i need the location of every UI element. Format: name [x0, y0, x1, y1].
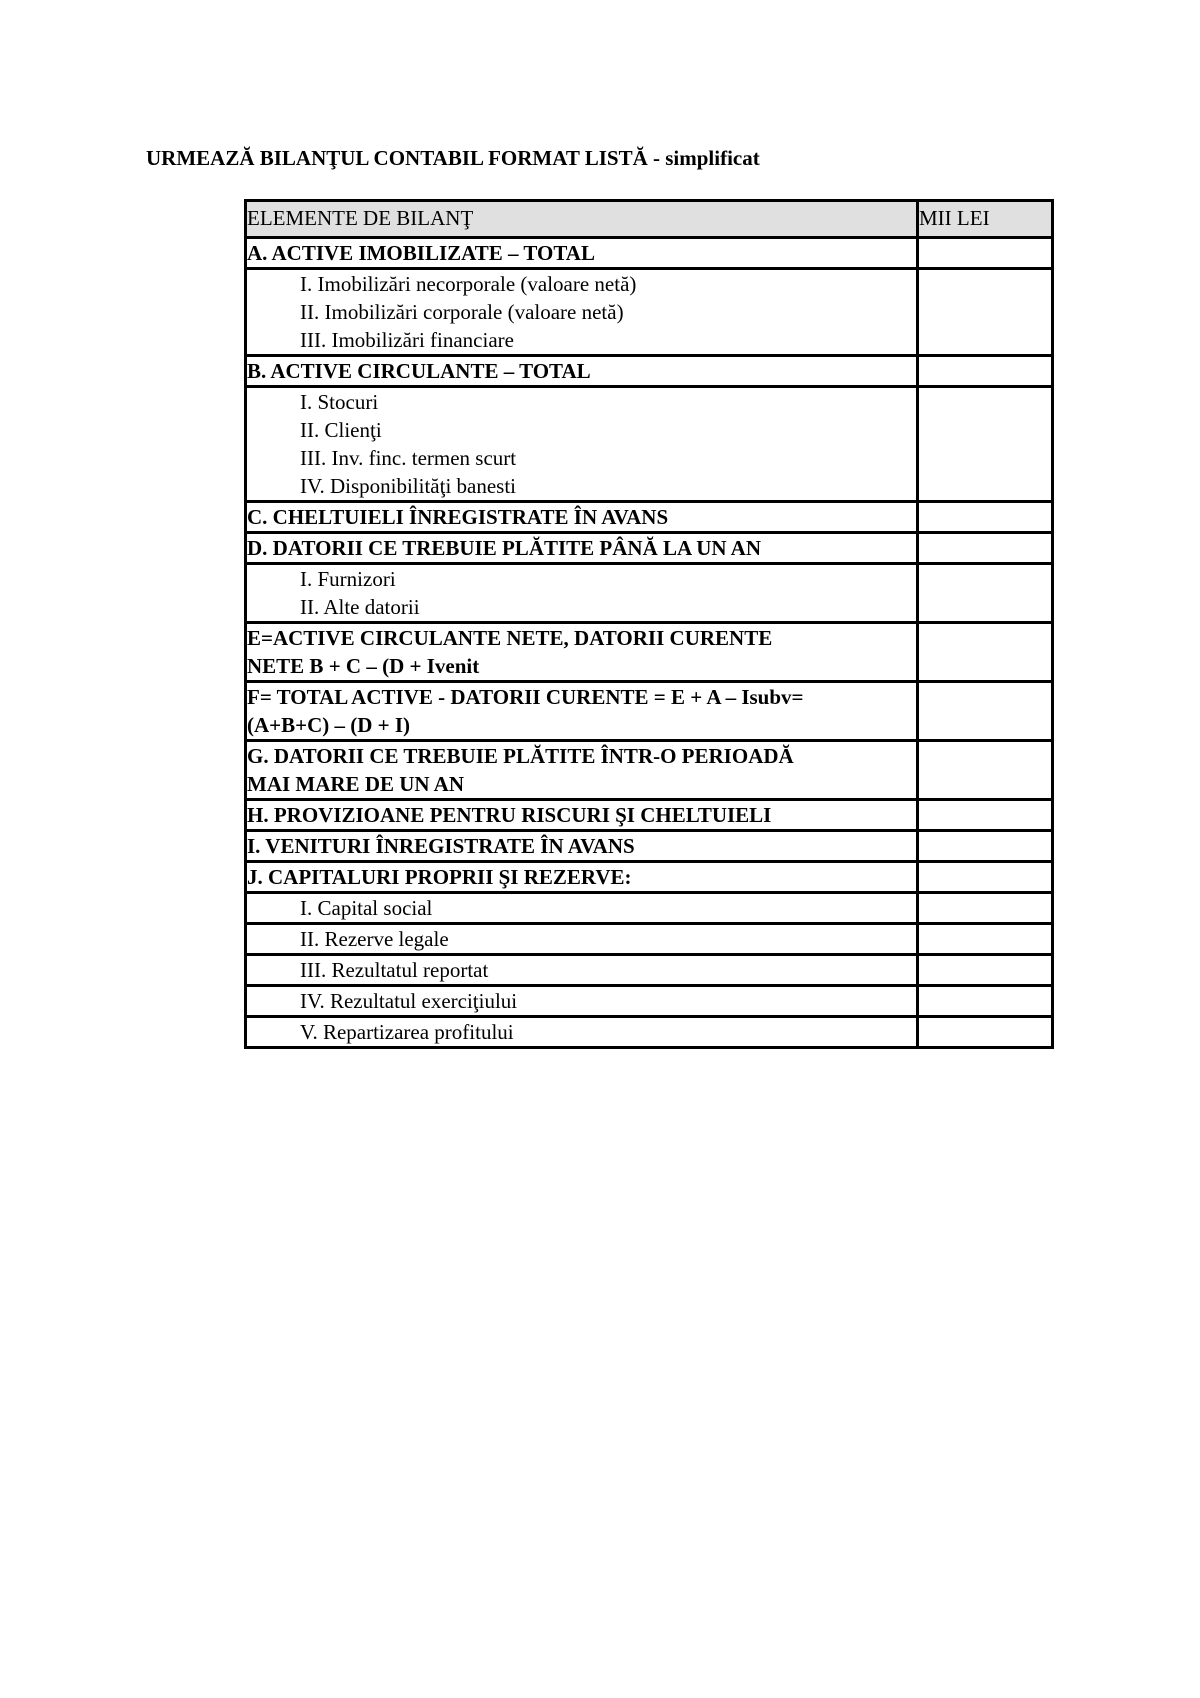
table-row: [246, 831, 1053, 862]
section-e-line1: E=ACTIVE CIRCULANTE NETE, DATORII CURENTE: [247, 626, 773, 650]
section-d-items: [246, 564, 918, 623]
list-item: II. Alte datorii: [300, 595, 420, 619]
section-g-value: [918, 741, 1053, 800]
section-b-value: [918, 356, 1053, 387]
list-item: II. Clienţi: [300, 418, 382, 442]
section-d-label: D. DATORII CE TREBUIE PLĂTITE PÂNĂ LA UN AN: [246, 533, 918, 564]
section-h-label: H. PROVIZIOANE PENTRU RISCURI ŞI CHELTUIELI: [246, 800, 918, 831]
balance-sheet-table: [244, 199, 1054, 1049]
list-item: IV. Disponibilităţi banesti: [300, 474, 517, 498]
table-row: [246, 682, 1053, 741]
section-d-items-value: [918, 564, 1053, 623]
section-j-item: V. Repartizarea profitului: [246, 1017, 918, 1048]
table-row: [246, 564, 1053, 623]
section-j-label: J. CAPITALURI PROPRII ŞI REZERVE:: [246, 862, 918, 893]
section-a-label: A. ACTIVE IMOBILIZATE – TOTAL: [246, 238, 918, 269]
table-row: [246, 862, 1053, 893]
section-j-item-value: [918, 986, 1053, 1017]
section-g-label: [246, 741, 918, 800]
page-title: URMEAZĂ BILANŢUL CONTABIL FORMAT LISTĂ - simplificat: [146, 146, 760, 170]
list-item: I. Furnizori: [300, 567, 396, 591]
section-d-value: [918, 533, 1053, 564]
section-i-label: I. VENITURI ÎNREGISTRATE ÎN AVANS: [246, 831, 918, 862]
section-j-item: III. Rezultatul reportat: [246, 955, 918, 986]
list-item: II. Imobilizări corporale (valoare netă): [300, 300, 624, 324]
section-i-value: [918, 831, 1053, 862]
table-row: [246, 893, 1053, 924]
section-j-item: II. Rezerve legale: [246, 924, 918, 955]
list-item: III. Inv. finc. termen scurt: [300, 446, 517, 470]
section-j-value: [918, 862, 1053, 893]
section-b-label: B. ACTIVE CIRCULANTE – TOTAL: [246, 356, 918, 387]
table-row: [246, 800, 1053, 831]
section-e-line2: NETE B + C – (D + Ivenit: [247, 654, 480, 678]
table-row: [246, 387, 1053, 502]
section-j-item-value: [918, 955, 1053, 986]
header-elements: ELEMENTE DE BILANŢ: [246, 201, 918, 238]
section-a-items-value: [918, 269, 1053, 356]
section-c-value: [918, 502, 1053, 533]
section-f-line2: (A+B+C) – (D + I): [247, 713, 411, 737]
table-header-row: [246, 201, 1053, 238]
table-row: [246, 955, 1053, 986]
table-row: [246, 1017, 1053, 1048]
section-j-item: I. Capital social: [246, 893, 918, 924]
section-f-line1: F= TOTAL ACTIVE - DATORII CURENTE = E + A – Isubv=: [247, 685, 804, 709]
section-j-item-value: [918, 924, 1053, 955]
section-j-item-value: [918, 893, 1053, 924]
section-e-value: [918, 623, 1053, 682]
table-row: [246, 741, 1053, 800]
header-value: MII LEI: [918, 201, 1053, 238]
section-b-items: [246, 387, 918, 502]
section-f-value: [918, 682, 1053, 741]
table-row: [246, 533, 1053, 564]
table-row: [246, 623, 1053, 682]
section-b-items-value: [918, 387, 1053, 502]
table-row: [246, 269, 1053, 356]
section-g-line1: G. DATORII CE TREBUIE PLĂTITE ÎNTR-O PERIOADĂ: [247, 744, 794, 768]
list-item: I. Stocuri: [300, 390, 379, 414]
table-row: [246, 986, 1053, 1017]
list-item: I. Imobilizări necorporale (valoare netă): [300, 272, 637, 296]
section-j-item-value: [918, 1017, 1053, 1048]
list-item: III. Imobilizări financiare: [300, 328, 514, 352]
table-row: [246, 238, 1053, 269]
section-a-value: [918, 238, 1053, 269]
section-j-item: IV. Rezultatul exerciţiului: [246, 986, 918, 1017]
section-h-value: [918, 800, 1053, 831]
section-e-label: [246, 623, 918, 682]
table-row: [246, 356, 1053, 387]
section-f-label: [246, 682, 918, 741]
table-row: [246, 924, 1053, 955]
section-c-label: C. CHELTUIELI ÎNREGISTRATE ÎN AVANS: [246, 502, 918, 533]
table-row: [246, 502, 1053, 533]
section-g-line2: MAI MARE DE UN AN: [247, 772, 464, 796]
section-a-items: [246, 269, 918, 356]
